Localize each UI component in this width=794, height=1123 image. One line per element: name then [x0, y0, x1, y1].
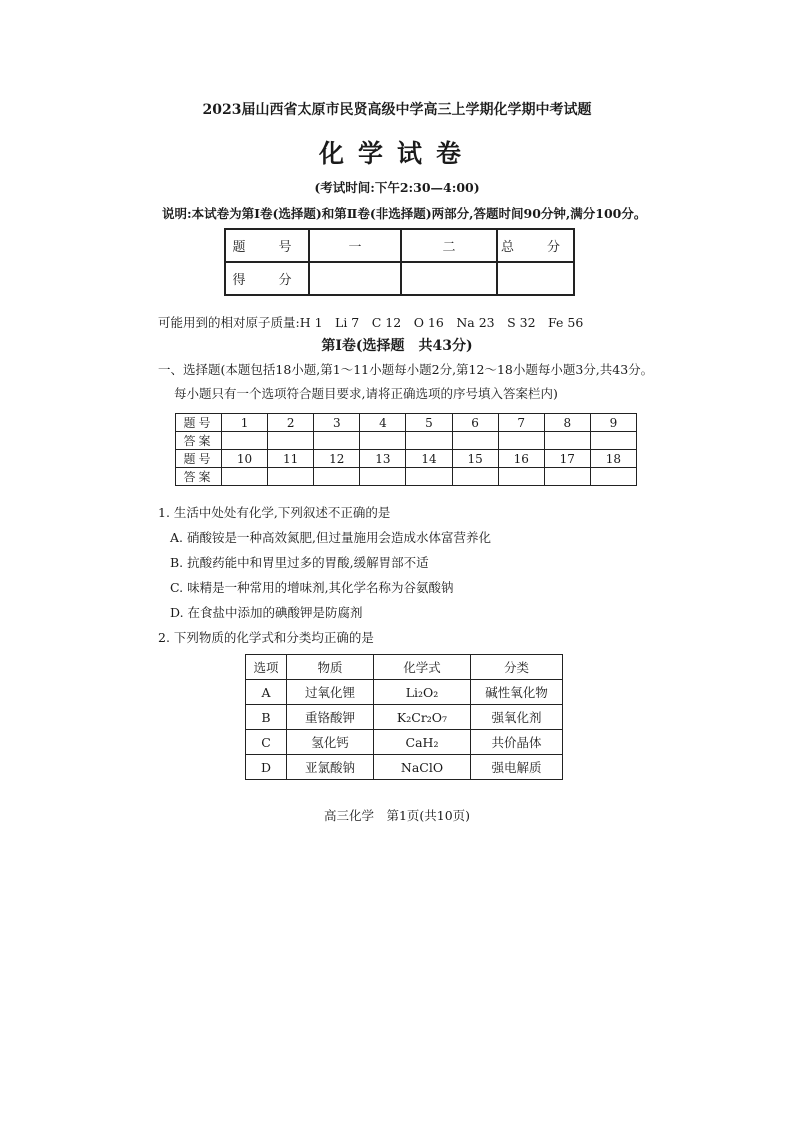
q2-substance-cell: 氢化钙 — [287, 730, 374, 755]
question-number-cell: 2 — [268, 414, 314, 432]
table-row — [246, 755, 563, 780]
answer-table-label: 答案 — [176, 432, 222, 450]
q2-formula-cell: NaClO — [374, 755, 471, 780]
question-number-cell: 6 — [452, 414, 498, 432]
answer-cell[interactable] — [360, 432, 406, 450]
question-number-cell: 15 — [452, 450, 498, 468]
answer-cell[interactable] — [360, 468, 406, 486]
question-number-cell: 12 — [314, 450, 360, 468]
answer-cell[interactable] — [498, 468, 544, 486]
question-number-cell: 7 — [498, 414, 544, 432]
section-heading-continued: 每小题只有一个选项符合题目要求,请将正确选项的序号填入答案栏内) — [174, 386, 558, 401]
question-number-cell: 13 — [360, 450, 406, 468]
q2-option-cell: C — [246, 730, 287, 755]
score-table-header-row — [225, 229, 574, 262]
answer-cell[interactable] — [590, 432, 636, 450]
question-number-cell: 3 — [314, 414, 360, 432]
answer-cell[interactable] — [406, 432, 452, 450]
page-footer: 高三化学 第1页(共10页) — [323, 808, 471, 823]
section-title: 第Ⅰ卷(选择题 共43分) — [321, 338, 473, 354]
answer-table-answer-row — [176, 432, 637, 450]
q2-substance-cell: 过氧化锂 — [287, 680, 374, 705]
q2-category-cell: 强电解质 — [471, 755, 563, 780]
q2-formula-cell: Li₂O₂ — [374, 680, 471, 705]
table-row — [246, 730, 563, 755]
score-header-cell: 总 分 — [497, 229, 574, 262]
answer-table-number-row — [176, 414, 637, 432]
question-1-option-c: C. 味精是一种常用的增味剂,其化学名称为谷氨酸钠 — [170, 580, 454, 595]
q2-option-cell: A — [246, 680, 287, 705]
answer-cell[interactable] — [498, 432, 544, 450]
section-heading: 一、选择题(本题包括18小题,第1～11小题每小题2分,第12～18小题每小题3分,共43分。 — [158, 362, 654, 377]
score-cell[interactable] — [401, 262, 497, 295]
answer-cell[interactable] — [268, 468, 314, 486]
q2-option-cell: D — [246, 755, 287, 780]
answer-cell[interactable] — [406, 468, 452, 486]
exam-time: (考试时间:下午2:30—4:00) — [314, 180, 480, 195]
question-number-cell: 18 — [590, 450, 636, 468]
answer-table-label: 题号 — [176, 414, 222, 432]
score-header-cell: 二 — [401, 229, 497, 262]
answer-cell[interactable] — [268, 432, 314, 450]
page-title: 化学试卷 — [318, 139, 475, 168]
answer-cell[interactable] — [452, 468, 498, 486]
answer-cell[interactable] — [314, 468, 360, 486]
question-1-option-b: B. 抗酸药能中和胃里过多的胃酸,缓解胃部不适 — [170, 555, 429, 570]
answer-cell[interactable] — [222, 468, 268, 486]
q2-header-cell: 分类 — [471, 655, 563, 680]
q2-option-cell: B — [246, 705, 287, 730]
q2-header-cell: 化学式 — [374, 655, 471, 680]
answer-cell[interactable] — [314, 432, 360, 450]
question-number-cell: 17 — [544, 450, 590, 468]
q2-category-cell: 碱性氧化物 — [471, 680, 563, 705]
table-row — [246, 705, 563, 730]
q2-table-header-row — [246, 655, 563, 680]
q2-category-cell: 强氧化剂 — [471, 705, 563, 730]
exam-source-title: 2023届山西省太原市民贤高级中学高三上学期化学期中考试题 — [202, 102, 592, 118]
answer-cell[interactable] — [544, 468, 590, 486]
q2-substance-cell: 亚氯酸钠 — [287, 755, 374, 780]
question-number-cell: 1 — [222, 414, 268, 432]
score-header-cell: 题 号 — [225, 229, 309, 262]
q2-category-cell: 共价晶体 — [471, 730, 563, 755]
question-number-cell: 8 — [544, 414, 590, 432]
question-1-stem: 1. 生活中处处有化学,下列叙述不正确的是 — [158, 505, 391, 520]
score-table — [224, 228, 575, 296]
q2-header-cell: 物质 — [287, 655, 374, 680]
answer-cell[interactable] — [452, 432, 498, 450]
instructions: 说明:本试卷为第Ⅰ卷(选择题)和第Ⅱ卷(非选择题)两部分,答题时间90分钟,满分100分。 — [162, 206, 647, 221]
answer-table-number-row — [176, 450, 637, 468]
score-table-score-row — [225, 262, 574, 295]
table-row — [246, 680, 563, 705]
q2-header-cell: 选项 — [246, 655, 287, 680]
answer-table — [175, 413, 637, 486]
score-cell[interactable] — [309, 262, 401, 295]
question-number-cell: 11 — [268, 450, 314, 468]
answer-cell[interactable] — [544, 432, 590, 450]
score-cell[interactable] — [497, 262, 574, 295]
answer-cell[interactable] — [222, 432, 268, 450]
question-number-cell: 5 — [406, 414, 452, 432]
score-row-label: 得 分 — [225, 262, 309, 295]
question-number-cell: 14 — [406, 450, 452, 468]
question-number-cell: 16 — [498, 450, 544, 468]
q2-formula-cell: K₂Cr₂O₇ — [374, 705, 471, 730]
question-1-option-d: D. 在食盐中添加的碘酸钾是防腐剂 — [170, 605, 363, 620]
question-1-option-a: A. 硝酸铵是一种高效氮肥,但过量施用会造成水体富营养化 — [170, 530, 491, 545]
question-number-cell: 10 — [222, 450, 268, 468]
answer-cell[interactable] — [590, 468, 636, 486]
question-2-stem: 2. 下列物质的化学式和分类均正确的是 — [158, 630, 374, 645]
atomic-masses: 可能用到的相对原子质量:H 1 Li 7 C 12 O 16 Na 23 S 32 Fe 56 — [158, 315, 584, 330]
answer-table-label: 题号 — [176, 450, 222, 468]
score-header-cell: 一 — [309, 229, 401, 262]
question-number-cell: 9 — [590, 414, 636, 432]
answer-table-label: 答案 — [176, 468, 222, 486]
question-number-cell: 4 — [360, 414, 406, 432]
question-2-table — [245, 654, 563, 780]
answer-table-answer-row — [176, 468, 637, 486]
q2-formula-cell: CaH₂ — [374, 730, 471, 755]
q2-substance-cell: 重铬酸钾 — [287, 705, 374, 730]
